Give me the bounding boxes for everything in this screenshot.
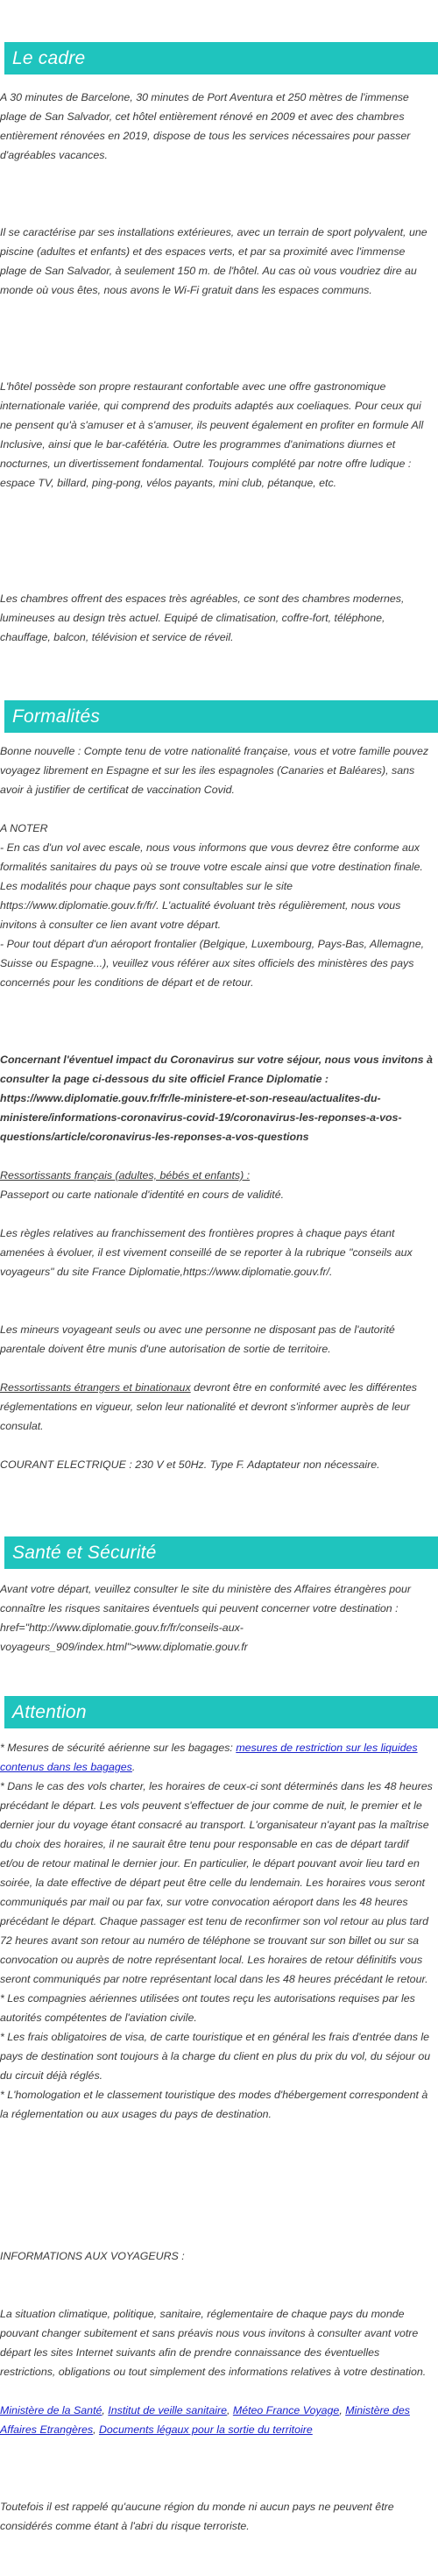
section-title: Le cadre: [12, 48, 86, 68]
section-title: Attention: [12, 1702, 87, 1722]
french-citizens-text: Passeport ou carte nationale d'identité en cours de validité.: [0, 1189, 285, 1201]
foreign-citizens-text: devront être en conformité avec les différentes réglementations en vigueur, selon leur nationalité et devront s'informer auprès de leur consulat.: [0, 1381, 417, 1432]
note-line-1: - En cas d'un vol avec escale, nous vous informons que vous devrez être conforme aux formalités sanitaires du pays où se trouve votre escale ainsi que votre destination finale.: [0, 841, 423, 873]
cadre-paragraph-3: L'hôtel possède son propre restaurant confortable avec une offre gastronomique internationale variée, qui comprend des produits adaptés aux coeliaques. Pour ceux qui ne pensent qu'à s'amuser et à s'amuser, ils peuvent également en profiter en formule All Inclusive, ainsi que le bar-cafétéria. Outre les programmes d'animations diurnes et nocturnes, un divertissement fondamental. Toujours complété par notre offre ludique : espace TV, billard, ping-pong, vélos payants, mini club, pétanque, etc.: [0, 380, 424, 489]
note-line-2: Les modalités pour chaque pays sont consultables sur le site https://www.diplomatie.gouv.fr/fr/. L'actualité évoluant très régulièrement, nous vous invitons à consulter ce lien avant votre départ.: [0, 880, 401, 931]
link-veille-sanitaire[interactable]: Institut de veille sanitaire: [108, 2404, 227, 2416]
cadre-paragraph-1: A 30 minutes de Barcelone, 30 minutes de Port Aventura et 250 mètres de l'immense plage de San Salvador, cet hôtel entièrement rénové en 2009 et avec des chambres entièrement rénovées en 2019, dispose de tous les services nécessaires pour passer d'agréables vacances.: [0, 91, 411, 161]
electric-info: COURANT ELECTRIQUE : 230 V et 50Hz. Type F. Adaptateur non nécessaire.: [0, 1458, 380, 1471]
resource-links: Ministère de la Santé, Institut de veille sanitaire, Méteo France Voyage, Ministère des Affaires Etrangères, Documents légaux pour la sortie du territoire: [0, 2404, 410, 2436]
info-title: INFORMATIONS AUX VOYAGEURS :: [0, 2250, 185, 2262]
attention-list: [0, 1738, 434, 2124]
link-affaires-etrangeres[interactable]: Ministère des Affaires Etrangères: [0, 2404, 410, 2436]
baggage-rule-text: * Mesures de sécurité aérienne sur les bagages:: [0, 1742, 237, 1754]
section-title: Santé et Sécurité: [12, 1543, 157, 1563]
section-header-cadre: [0, 42, 438, 75]
header-accent: [0, 1696, 4, 1728]
minors-rule: Les mineurs voyageant seuls ou avec une personne ne disposant pas de l'autorité parentale doivent être munis d'une autorisation de sortie de territoire.: [0, 1323, 395, 1355]
airlines-rule: * Les compagnies aériennes utilisées ont toutes reçu les autorisations requises par les autorités compétentes de l'aviation civile.: [0, 1992, 415, 2024]
note-line-3: - Pour tout départ d'un aéroport frontalier (Belgique, Luxembourg, Pays-Bas, Allemagne, Suisse ou Espagne...), veuillez vous référer aux sites officiels des ministères des pays concernés pour les conditions de départ et de retour.: [0, 938, 425, 989]
charter-rule: * Dans le cas des vols charter, les horaires de ceux-ci sont déterminés dans les 48 heures précédant le départ. Les vols peuvent s'effectuer de jour comme de nuit, le premier et le dernier jour du voyage étant consacré au transport. L'organisateur n'ayant pas la maîtrise du choix des horaires, il ne saurait être tenu pour responsable en cas de départ tardif et/ou de retour matinal le dernier jour. En particulier, le départ pouvant avoir lieu tard en soirée, la date effective de départ peut être celle du lendemain. Les horaires vous seront communiqués par mail ou par fax, sur votre convocation aéroport dans les 48 heures précédant le départ. Chaque passager est tenu de reconfirmer son vol retour au plus tard 72 heures avant son retour au numéro de téléphone se trouvant sur son billet ou sur sa convocation ou auprès de notre représentant local. Les horaires de retour définitifs vous seront communiqués par notre représentant local dans les 48 heures précédant le retour.: [0, 1780, 433, 1985]
section-header-sante: [0, 1536, 438, 1569]
link-meteo-france[interactable]: Méteo France Voyage: [232, 2404, 340, 2416]
section-title: Formalités: [12, 706, 101, 727]
link-ministere-sante[interactable]: Ministère de la Santé: [0, 2404, 102, 2416]
fees-rule: * Les frais obligatoires de visa, de carte touristique et en général les frais d'entrée dans le pays de destination sont toujours à la charge du client en plus du prix du vol, du séjour ou du circuit déjà réglés.: [0, 2031, 431, 2082]
section-header-formalites: [0, 700, 438, 733]
formalites-note: [0, 819, 434, 992]
note-title: A NOTER: [0, 822, 48, 834]
header-accent: [0, 700, 4, 733]
foreign-citizens: [0, 1378, 434, 1436]
header-accent: [0, 1536, 4, 1569]
homologation-rule: * L'homologation et le classement touristique des modes d'hébergement correspondent à la réglementation ou aux usages du pays de destination.: [0, 2089, 428, 2120]
liquids-restriction-link[interactable]: mesures de restriction sur les liquides contenus dans les bagages: [0, 1742, 418, 1773]
foreign-citizens-heading: Ressortissants étrangers et binationaux: [0, 1381, 191, 1394]
french-citizens: [0, 1166, 434, 1204]
link-documents-legaux[interactable]: Documents légaux pour la sortie du territoire: [98, 2423, 313, 2436]
baggage-rule-end: .: [131, 1761, 136, 1773]
cadre-paragraph-2: Il se caractérise par ses installations extérieures, avec un terrain de sport polyvalent, une piscine (adultes et enfants) et des espaces verts, et par sa proximité avec l'immense plage de San Salvador, à seulement 150 m. de l'hôtel. Au cas où vous voudriez dire au monde où vous êtes, nous avons le Wi-Fi gratuit dans les espaces communs.: [0, 226, 427, 296]
french-citizens-heading: Ressortissants français (adultes, bébés et enfants) :: [0, 1169, 251, 1182]
section-header-attention: [0, 1696, 438, 1728]
info-text: La situation climatique, politique, sanitaire, réglementaire de chaque pays du monde pouvant changer subitement et sans préavis nous vous invitons à consulter avant votre départ les sites Internet suivants afin de prendre connaissance des éventuelles restrictions, obligations ou tout simplement des informations relatives à votre destination.: [0, 2308, 427, 2378]
baggage-rule: [0, 1738, 434, 1777]
terror-risk-note: Toutefois il est rappelé qu'aucune région du monde ni aucun pays ne peuvent être considérés comme étant à l'abri du risque terroriste.: [0, 2501, 394, 2532]
covid-notice: Concernant l'éventuel impact du Coronavirus sur votre séjour, nous vous invitons à consulter la page ci-dessous du site officiel France Diplomatie : https://www.diplomatie.gouv.fr/fr/le-ministere-et-son-reseau/actualites-du-ministere/informations-coronavirus-covid-19/coronavirus-les-reponses-a-vos-questions/article/coronavirus-les-reponses-a-vos-questions: [0, 1054, 433, 1143]
border-rules: Les règles relatives au franchissement des frontières propres à chaque pays étant amenées à évoluer, il est vivement conseillé de se reporter à la rubrique "conseils aux voyageurs" du site France Diplomatie,https://www.diplomatie.gouv.fr/.: [0, 1227, 413, 1278]
sante-paragraph: Avant votre départ, veuillez consulter le site du ministère des Affaires étrangères pour connaître les risques sanitaires éventuels qui peuvent concerner votre destination : href="http://www.diplomatie.gouv.fr/fr/conseils-aux-voyageurs_909/index.html">www.diplomatie.gouv.fr: [0, 1583, 412, 1653]
formalites-intro: Bonne nouvelle : Compte tenu de votre nationalité française, vous et votre famille pouvez voyagez librement en Espagne et sur les iles espagnoles (Canaries et Baléares), sans avoir à justifier de certificat de vaccination Covid.: [0, 745, 429, 796]
header-accent: [0, 42, 4, 75]
cadre-paragraph-4: Les chambres offrent des espaces très agréables, ce sont des chambres modernes, lumineuses au design très actuel. Equipé de climatisation, coffre-fort, téléphone, chauffage, balcon, télévision et service de réveil.: [0, 593, 405, 643]
